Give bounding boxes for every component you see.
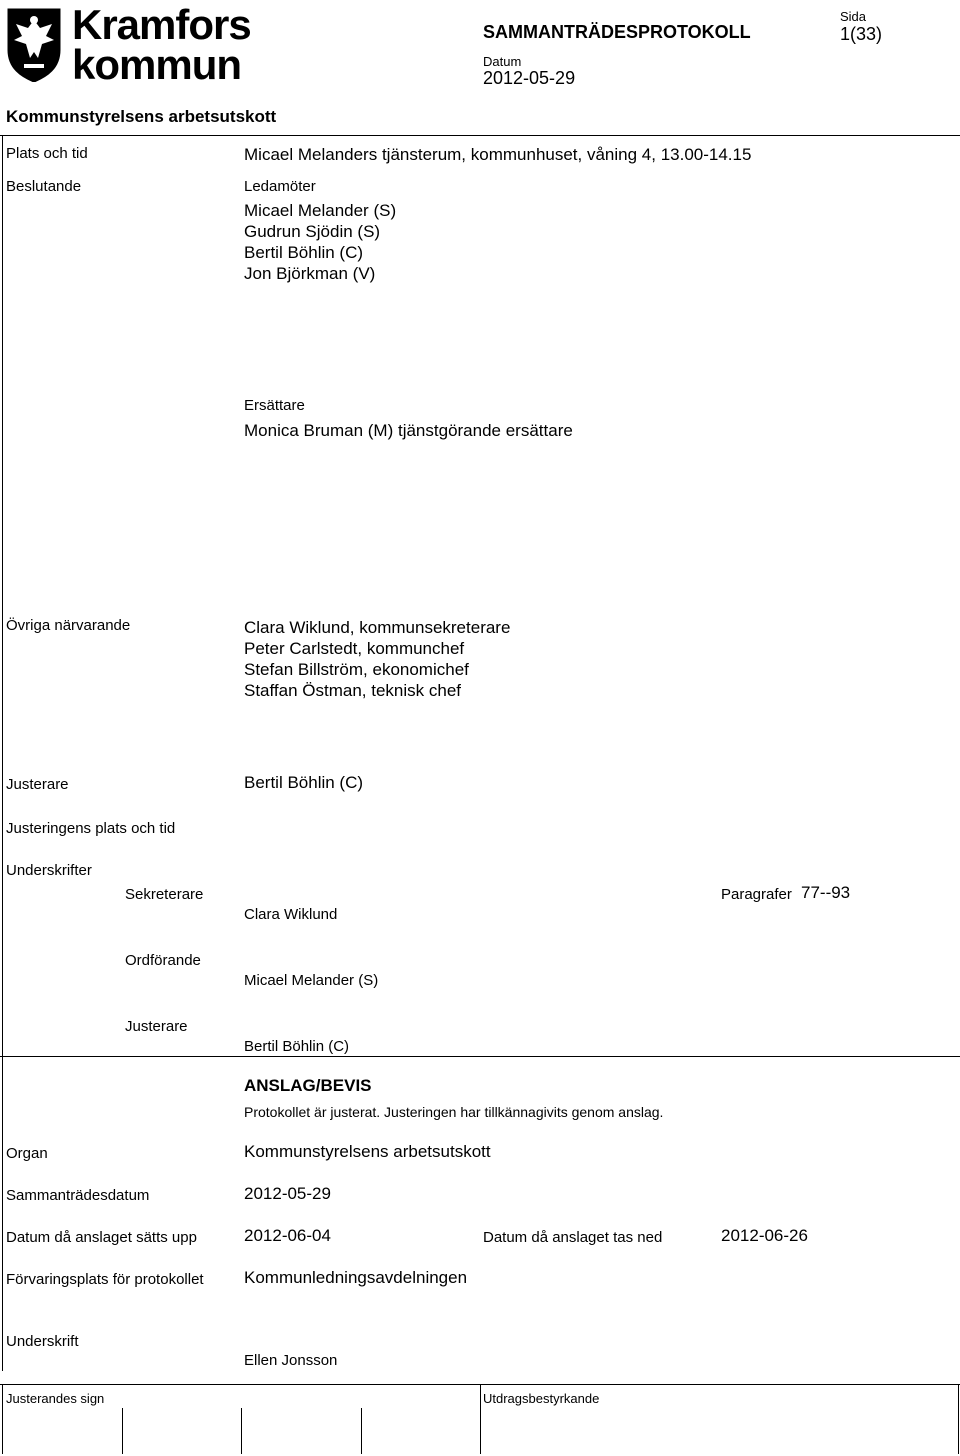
chair-name: Micael Melander (S)	[244, 972, 379, 989]
others-label: Övriga närvarande	[6, 617, 131, 634]
signatures-label: Underskrifter	[6, 862, 92, 879]
removed-value: 2012-06-26	[721, 1226, 808, 1245]
signature-name: Ellen Jonsson	[244, 1352, 338, 1369]
place-label: Plats och tid	[6, 145, 88, 162]
committee-title: Kommunstyrelsens arbetsutskott	[6, 107, 277, 126]
meeting-date-value: 2012-05-29	[244, 1184, 331, 1203]
members-label: Ledamöter	[244, 178, 316, 195]
signature-adjuster-label: Justerare	[125, 1018, 188, 1035]
substitutes-label: Ersättare	[244, 397, 305, 414]
coat-of-arms-icon	[6, 6, 62, 82]
notice-divider	[0, 1056, 960, 1057]
date-label: Datum	[483, 54, 522, 69]
member-name: Gudrun Sjödin (S)	[244, 222, 381, 241]
decisive-label: Beslutande	[6, 178, 82, 195]
notice-text: Protokollet är justerat. Justeringen har tillkännagivits genom anslag.	[244, 1104, 664, 1120]
chair-label: Ordförande	[125, 952, 201, 969]
member-name: Micael Melander (S)	[244, 201, 397, 220]
logo-line1: Kramfors	[72, 1, 251, 48]
secretary-name: Clara Wiklund	[244, 906, 338, 923]
page-label: Sida	[840, 9, 867, 24]
member-name: Bertil Böhlin (C)	[244, 243, 364, 262]
adjuster-value: Bertil Böhlin (C)	[244, 773, 364, 792]
signature-box-divider	[122, 1408, 123, 1454]
posted-label: Datum då anslaget sätts upp	[6, 1229, 197, 1246]
meeting-date-label: Sammanträdesdatum	[6, 1187, 150, 1204]
document-date: 2012-05-29	[483, 68, 576, 88]
page-number: 1(33)	[840, 24, 883, 44]
secretary-label: Sekreterare	[125, 886, 204, 903]
adjust-place-label: Justeringens plats och tid	[6, 820, 176, 837]
signature-box-divider	[241, 1408, 242, 1454]
paragraphs-value: 77--93	[801, 883, 851, 902]
signature-box-divider	[958, 1384, 959, 1454]
storage-value: Kommunledningsavdelningen	[244, 1268, 468, 1287]
other-attendee: Staffan Östman, teknisk chef	[244, 681, 462, 700]
place-value: Micael Melanders tjänsterum, kommunhuset, våning 4, 13.00-14.15	[244, 145, 752, 164]
organ-value: Kommunstyrelsens arbetsutskott	[244, 1142, 491, 1161]
adjuster-label: Justerare	[6, 776, 69, 793]
storage-label: Förvaringsplats för protokollet	[6, 1271, 204, 1288]
logo-line2: kommun	[72, 41, 242, 88]
signature-label: Underskrift	[6, 1333, 79, 1350]
other-attendee: Clara Wiklund, kommunsekreterare	[244, 618, 511, 637]
paragraphs-label: Paragrafer	[721, 886, 792, 903]
signature-box-divider	[361, 1408, 362, 1454]
member-name: Jon Björkman (V)	[244, 264, 376, 283]
logo	[6, 1, 256, 88]
organ-label: Organ	[6, 1145, 48, 1162]
extract-label: Utdragsbestyrkande	[483, 1391, 600, 1406]
adjusters-sign-label: Justerandes sign	[6, 1391, 105, 1406]
section-divider	[0, 135, 960, 136]
notice-title: ANSLAG/BEVIS	[244, 1076, 372, 1095]
other-attendee: Peter Carlstedt, kommunchef	[244, 639, 465, 658]
signature-box-divider	[480, 1384, 481, 1454]
posted-value: 2012-06-04	[244, 1226, 331, 1245]
other-attendee: Stefan Billström, ekonomichef	[244, 660, 469, 679]
signature-box-divider	[2, 1384, 3, 1454]
removed-label: Datum då anslaget tas ned	[483, 1229, 663, 1246]
left-border	[2, 135, 3, 1371]
substitute-name: Monica Bruman (M) tjänstgörande ersättare	[244, 421, 573, 440]
signature-adjuster-name: Bertil Böhlin (C)	[244, 1038, 350, 1055]
document-type: SAMMANTRÄDESPROTOKOLL	[483, 22, 751, 42]
